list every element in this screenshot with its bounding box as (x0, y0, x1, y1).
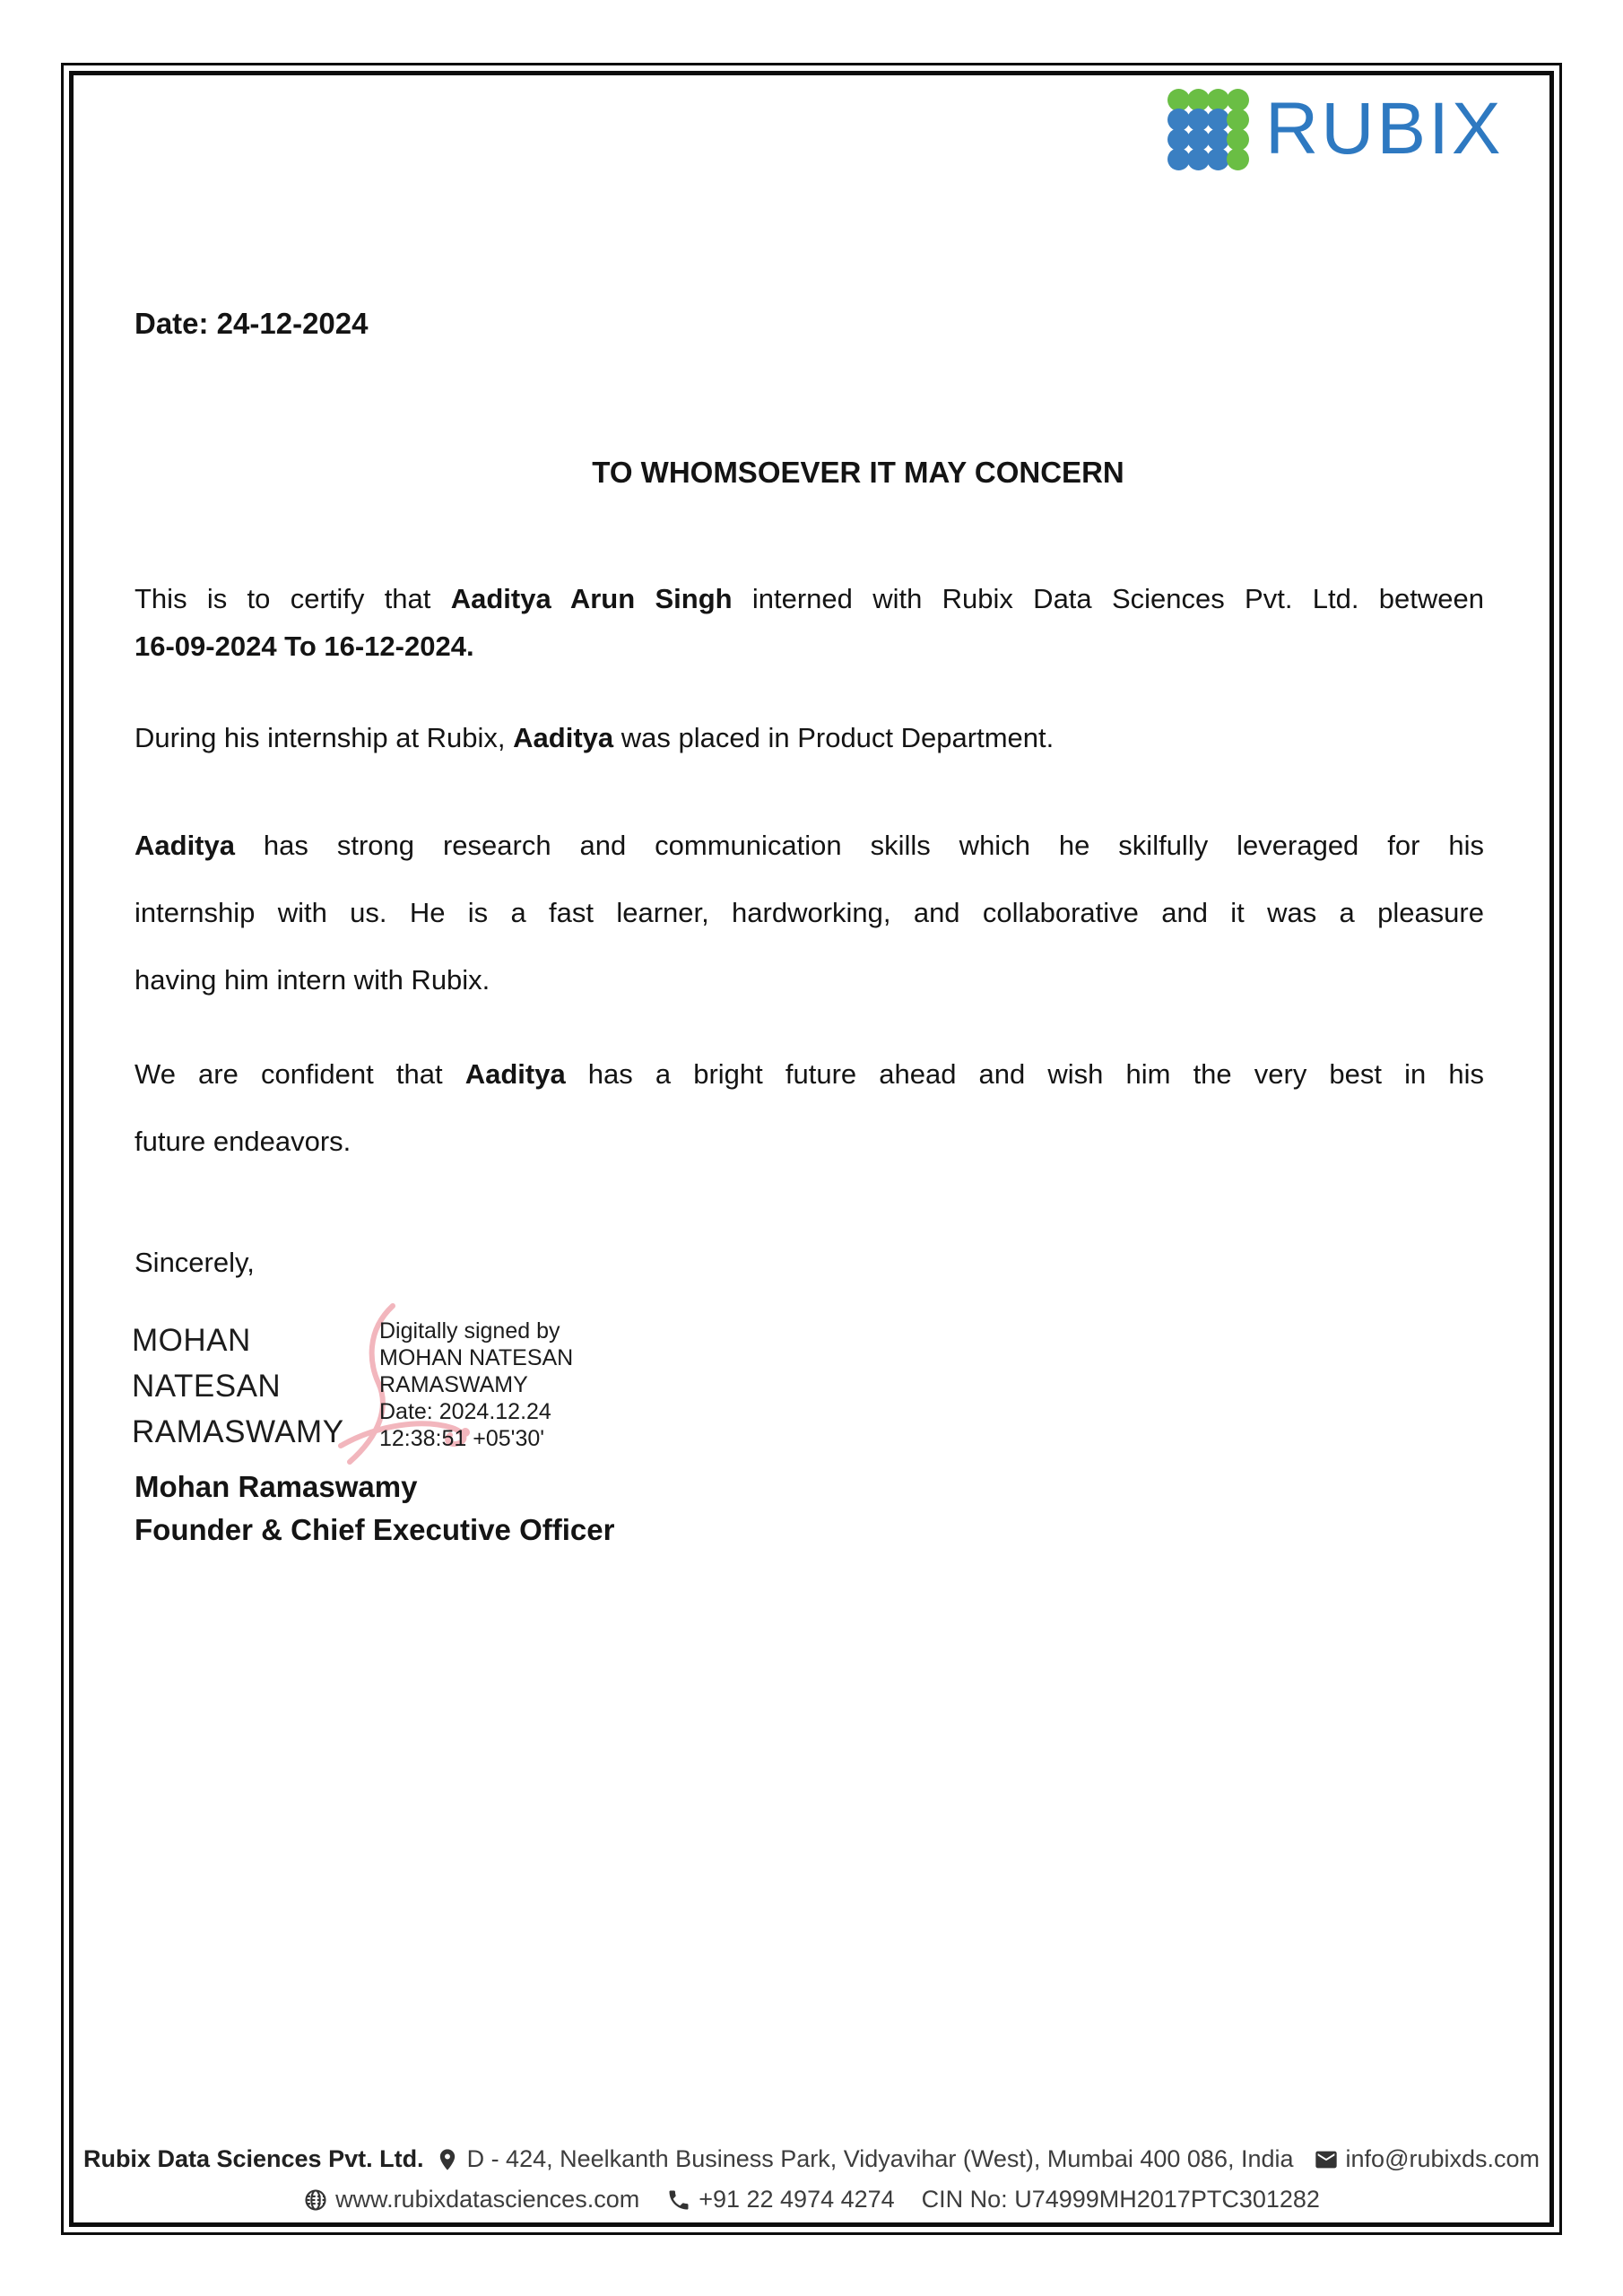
p4-text: We are confident that (135, 1058, 465, 1090)
intern-first-name: Aaditya (135, 830, 235, 861)
logo-dot (1187, 89, 1210, 111)
signature-detail-line: 12:38:51 +05'30' (379, 1426, 545, 1451)
logo-dot (1207, 89, 1229, 111)
paragraph-skills-line1 (135, 812, 1484, 879)
p3-text: has strong research and communication skills which he skilfully leveraged for his (234, 830, 1484, 861)
internship-period: 16-09-2024 To 16-12-2024. (135, 631, 474, 662)
footer-line2 (70, 2186, 1553, 2213)
p4-text-cont: has a bright future ahead and wish him the very best in his (565, 1058, 1484, 1090)
p1-text: This is to certify that (135, 583, 451, 614)
paragraph-skills-line3: having him intern with Rubix. (135, 964, 490, 996)
logo-dot (1187, 109, 1210, 131)
logo-dot (1227, 128, 1249, 151)
signature-detail-line: RAMASWAMY (379, 1372, 528, 1397)
signature-name-line: RAMASWAMY (132, 1414, 344, 1449)
digital-signature-name (132, 1318, 344, 1455)
logo-dot (1207, 109, 1229, 131)
globe-icon (303, 2187, 328, 2213)
signatory-name: Mohan Ramaswamy (135, 1470, 418, 1503)
logo-dot (1207, 148, 1229, 170)
paragraph-wishes-line1 (135, 1040, 1484, 1108)
intern-first-name: Aaditya (513, 722, 614, 753)
footer-cin: CIN No: U74999MH2017PTC301282 (921, 2186, 1320, 2213)
logo-dot (1227, 89, 1249, 111)
paragraph-wishes-line2: future endeavors. (135, 1126, 352, 1157)
p2-text: During his internship at Rubix, (135, 722, 514, 753)
location-pin-icon (435, 2147, 460, 2172)
phone-icon (666, 2187, 691, 2213)
footer-email: info@rubixds.com (1345, 2145, 1541, 2172)
letter-title: TO WHOMSOEVER IT MAY CONCERN (592, 456, 1124, 489)
signature-name-line: MOHAN (132, 1323, 251, 1358)
signature-detail-line: Digitally signed by (379, 1318, 560, 1344)
digital-signature-details (379, 1318, 573, 1452)
logo-dot (1187, 128, 1210, 151)
signature-detail-line: MOHAN NATESAN (379, 1345, 574, 1370)
rubix-logo-dots-icon (1168, 90, 1249, 169)
rubix-logo (1168, 90, 1504, 169)
p1-text-cont: interned with Rubix Data Sciences Pvt. Ltd. between (732, 583, 1484, 614)
footer-company-name: Rubix Data Sciences Pvt. Ltd. (82, 2145, 424, 2172)
signatory-title: Founder & Chief Executive Officer (135, 1513, 615, 1546)
footer-phone: +91 22 4974 4274 (699, 2186, 895, 2213)
paragraph-certify-line1 (135, 575, 1484, 622)
closing-salutation: Sincerely, (135, 1247, 255, 1278)
signature-detail-line: Date: 2024.12.24 (379, 1399, 551, 1424)
logo-dot (1227, 109, 1249, 131)
footer-line1 (70, 2145, 1553, 2173)
footer-address: D - 424, Neelkanth Business Park, Vidyavihar (West), Mumbai 400 086, India (466, 2145, 1294, 2172)
logo-dot (1167, 128, 1190, 151)
p2-text-cont: was placed in Product Department. (613, 722, 1055, 753)
footer-website: www.rubixdatasciences.com (335, 2186, 640, 2213)
logo-dot (1167, 89, 1190, 111)
envelope-icon (1314, 2147, 1339, 2172)
paragraph-skills (135, 812, 1484, 1013)
paragraph-skills-line2: internship with us. He is a fast learner, hardworking, and collaborative and it was a pleasure (135, 897, 1484, 928)
paragraph-department (135, 720, 1484, 756)
logo-dot (1207, 128, 1229, 151)
rubix-logo-wordmark: RUBIX (1265, 88, 1504, 170)
signature-name-line: NATESAN (132, 1369, 282, 1404)
logo-dot (1227, 148, 1249, 170)
logo-dot (1167, 148, 1190, 170)
paragraph-certify (135, 575, 1484, 670)
logo-dot (1187, 148, 1210, 170)
signatory-block (135, 1465, 614, 1552)
letter-date: Date: 24-12-2024 (135, 307, 369, 340)
logo-dot (1167, 109, 1190, 131)
intern-first-name: Aaditya (464, 1058, 566, 1090)
intern-name: Aaditya Arun Singh (450, 583, 733, 614)
paragraph-wishes (135, 1040, 1484, 1175)
paragraph-certify-line2 (135, 622, 1484, 670)
